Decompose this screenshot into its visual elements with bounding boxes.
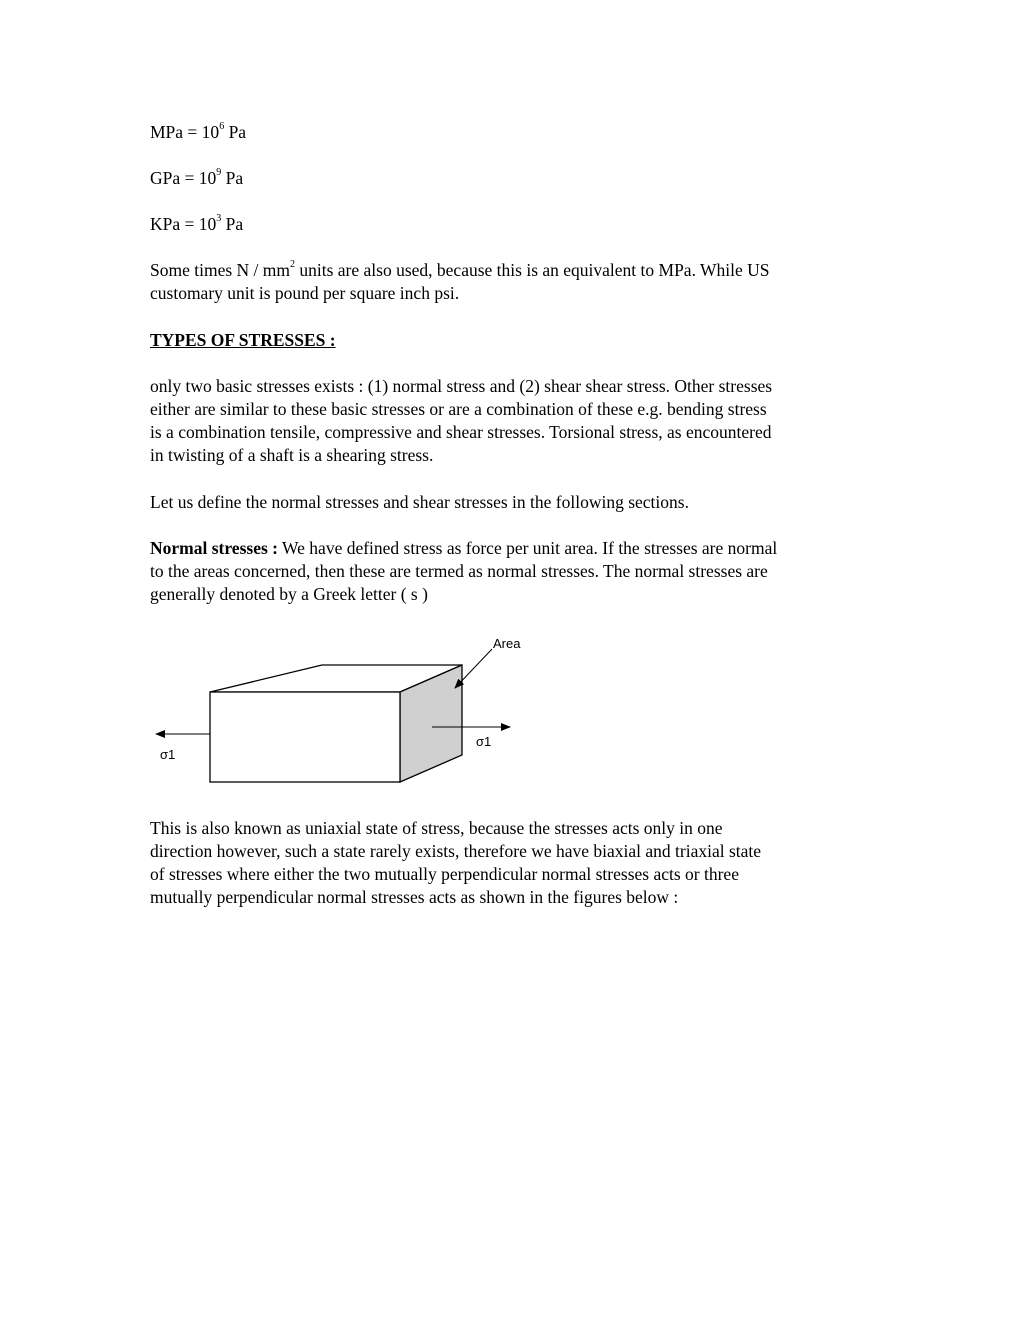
types-line-4: in twisting of a shaft is a shearing stress.: [150, 445, 434, 465]
uniaxial-line-3: of stresses where either the two mutually perpendicular normal stresses acts or three: [150, 864, 739, 884]
types-line-1: only two basic stresses exists : (1) normal stress and (2) shear shear stress. Other stresses: [150, 376, 773, 396]
units-note-paragraph: [150, 259, 880, 305]
normal-stresses-term: Normal stresses :: [150, 538, 278, 558]
normal-stresses-line-2: to the areas concerned, then these are termed as normal stresses. The normal stresses are: [150, 561, 768, 581]
block-front-face: [210, 692, 400, 782]
types-line-3: is a combination tensile, compressive and shear stresses. Torsional stress, as encountered: [150, 422, 772, 442]
uniaxial-line-1: This is also known as uniaxial state of stress, because the stresses acts only in one: [150, 818, 723, 838]
normal-stresses-paragraph: [150, 537, 880, 606]
unit-kpa: KPa = $10^3$ Pa: [150, 213, 244, 234]
section-heading: TYPES OF STRESSES :: [150, 330, 336, 350]
uniaxial-stress-figure: [140, 625, 540, 795]
define-sentence: Let us define the normal stresses and shear stresses in the following sections.: [150, 492, 689, 512]
normal-stresses-line-1: Normal stresses : We have defined stress as force per unit area. If the stresses are normal: [150, 538, 778, 558]
sigma-left-label: σ1: [160, 747, 176, 762]
block-diagram: [140, 625, 540, 795]
unit-mpa: MPa = $10^6$ Pa: [150, 121, 247, 142]
sigma-right-label: σ1: [476, 734, 492, 749]
types-paragraph: [150, 375, 880, 467]
units-note-line-2: customary unit is pound per square inch psi.: [150, 283, 460, 303]
unit-gpa: GPa = $10^9$ Pa: [150, 167, 244, 188]
types-line-2: either are similar to these basic stresses or are a combination of these e.g. bending stress: [150, 399, 767, 419]
area-label: Area: [493, 636, 521, 651]
uniaxial-paragraph: [150, 817, 880, 909]
units-note-line-1: Some times N / $mm^2$ units are also used, because this is an equivalent to MPa. While US: [150, 259, 770, 280]
uniaxial-line-2: direction however, such a state rarely exists, therefore we have biaxial and triaxial state: [150, 841, 762, 861]
uniaxial-line-4: mutually perpendicular normal stresses acts as shown in the figures below :: [150, 887, 679, 907]
normal-stresses-line-3: generally denoted by a Greek letter ( s ): [150, 584, 428, 604]
